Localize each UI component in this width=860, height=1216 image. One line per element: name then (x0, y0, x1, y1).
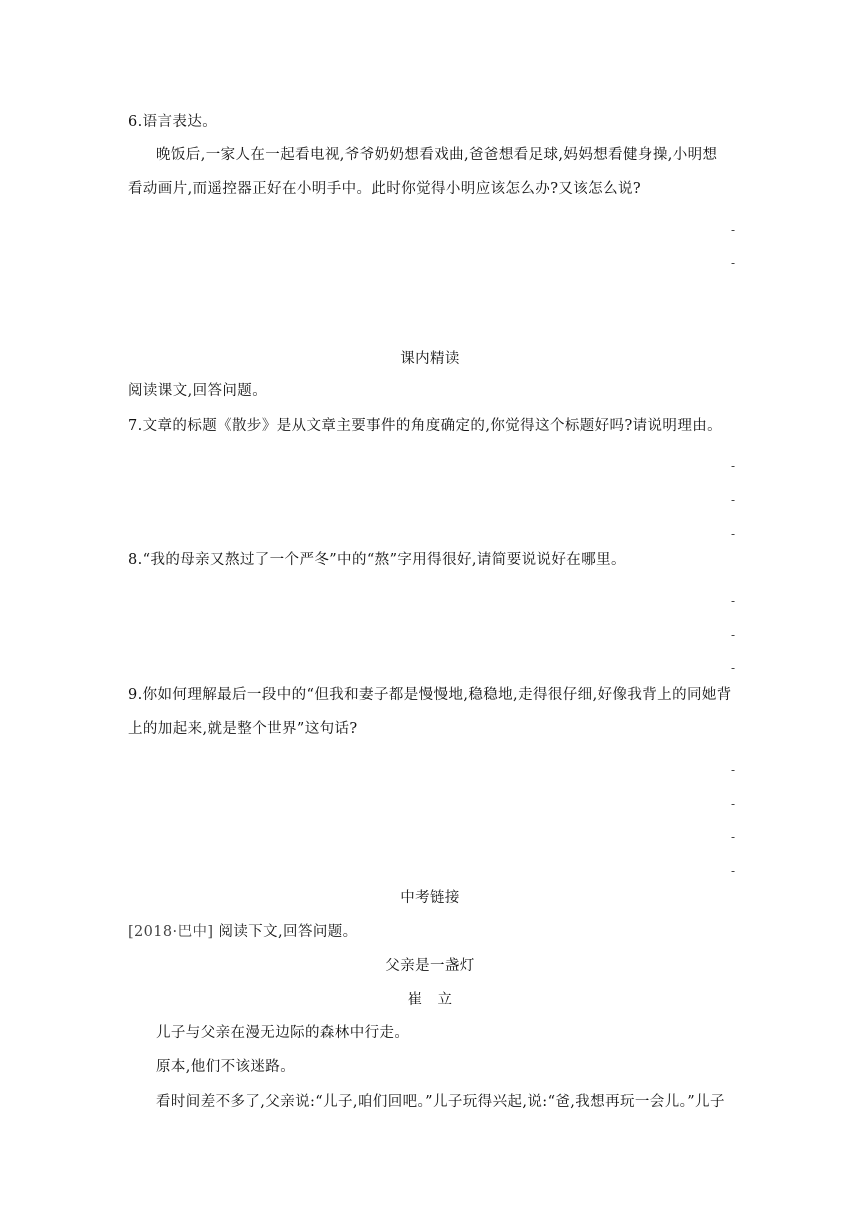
answer-line-mark: - (731, 763, 736, 777)
reading-instruction: 阅读课文,回答问题。 (128, 383, 268, 399)
article-paragraph-1: 儿子与父亲在漫无边际的森林中行走。 (156, 1025, 410, 1041)
answer-line-mark: - (731, 797, 736, 811)
answer-line-mark: - (731, 830, 736, 844)
exam-source-line (128, 922, 358, 942)
article-paragraph-2: 原本,他们不该迷路。 (156, 1059, 296, 1075)
answer-line-mark: - (731, 459, 736, 473)
article-title: 父亲是一盏灯 (385, 958, 475, 974)
article-author: 崔 立 (407, 992, 453, 1008)
answer-line-mark: - (731, 527, 736, 541)
answer-line-mark: - (731, 628, 736, 642)
question-9-line-2: 上的加起来,就是整个世界”这句话? (128, 721, 358, 737)
answer-line-mark: - (731, 256, 736, 270)
question-6-body-line-2: 看动画片,而遥控器正好在小明手中。此时你觉得小明应该怎么办?又该怎么说? (128, 181, 642, 197)
question-7: 7.文章的标题《散步》是从文章主要事件的角度确定的,你觉得这个标题好吗?请说明理由。 (128, 418, 723, 434)
section-heading-in-class-reading: 课内精读 (400, 351, 460, 367)
answer-line-mark: - (731, 864, 736, 878)
question-6-body-line-1: 晚饭后,一家人在一起看电视,爷爷奶奶想看戏曲,爸爸想看足球,妈妈想看健身操,小明想 (156, 147, 718, 163)
answer-line-mark: - (731, 661, 736, 675)
question-9-line-1: 9.你如何理解最后一段中的“但我和妻子都是慢慢地,稳稳地,走得很仔细,好像我背上的同她背 (128, 687, 732, 703)
exam-instruction: 阅读下文,回答问题。 (218, 924, 358, 940)
question-6-title: 6.语言表达。 (128, 114, 218, 130)
answer-line-mark: - (731, 493, 736, 507)
answer-line-mark: - (731, 594, 736, 608)
exam-source: [2018·巴中] (128, 924, 214, 940)
question-8: 8.“我的母亲又熬过了一个严冬”中的“熬”字用得很好,请简要说说好在哪里。 (128, 552, 626, 568)
section-heading-exam-link: 中考链接 (400, 890, 460, 906)
answer-line-mark: - (731, 223, 736, 237)
article-paragraph-3: 看时间差不多了,父亲说:“儿子,咱们回吧。”儿子玩得兴起,说:“爸,我想再玩一会儿。”儿子 (156, 1094, 725, 1110)
